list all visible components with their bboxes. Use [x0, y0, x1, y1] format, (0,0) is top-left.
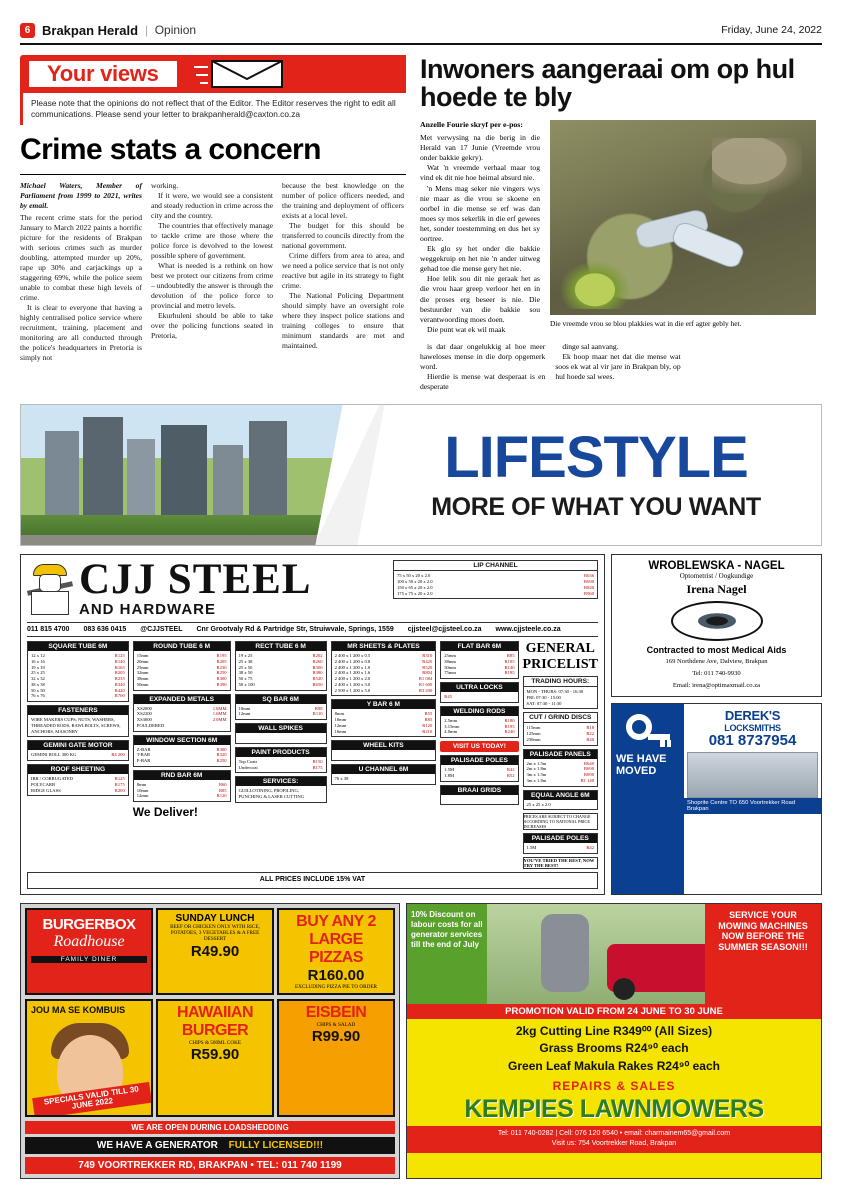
right-article-col-2 [420, 342, 545, 392]
cjj-steel-ad[interactable] [20, 554, 605, 894]
photo-caption: Die vreemde vrou se blou plakkies wat in die erf agter gebly het. [550, 318, 742, 328]
cjj-box-palisade-poles: PALISADE POLES 1.5M R42 [523, 833, 598, 854]
burgerbox-tag: FAMILY DINER [31, 956, 147, 963]
paragraph: The National Policing Department should simply have an oversight role where they inspect police stations and training colleges to ensure that minimum standards are met and maintained. [282, 291, 404, 351]
section-name: Opinion [154, 23, 197, 37]
right-column [420, 55, 816, 392]
locksmith-phone[interactable]: 081 8737954 [708, 732, 797, 750]
locksmith-left-panel [612, 704, 684, 894]
paper-badge-icon: 6 [20, 23, 35, 38]
lifestyle-ad-title: LIFESTYLE [444, 424, 748, 490]
photo-rock [712, 138, 802, 194]
locksmith-moved-label: WE HAVE MOVED [616, 753, 667, 777]
cjj-box-services: SERVICES: GUILLOTINING, PROFILING, PUNCHING & LASER CUTTING [235, 776, 327, 802]
envelope-icon [194, 55, 290, 94]
burgerbox-brand [25, 908, 153, 995]
paragraph: Die punt wat ek wil maak [427, 324, 506, 334]
cjj-website[interactable]: www.cjjsteele.co.za [495, 626, 561, 634]
cjj-address: Cnr Grootvaly Rd & Partridge Str, Struiwvale, Springs, 1559 [196, 626, 394, 634]
cjj-email[interactable]: cjjsteel@cjjsteel.co.za [407, 626, 482, 634]
ad-row-bottom [20, 903, 822, 1179]
cjj-price-note: PRICES ARE SUBJECT TO CHANGE ACCORDING TO NATIONAL PRICE INCREASES [523, 813, 598, 830]
burgerbox-deal-1 [156, 908, 274, 995]
deal-price: R59.90 [190, 1046, 240, 1064]
cjj-box-rect-tube: RECT TUBE 6 M 19 x 25 R202 25 x 38 R260 25 x 50 R300 38 x 50 R380 50 x 75 R520 50 x 100 R650 [235, 641, 327, 690]
kempies-visit: Visit us: 754 Voortrekker Road, Brakpan [551, 1140, 677, 1148]
paragraph: What is needed is a rethink on how best we protect our citizens from crime – undoubtedly the answer is through the devolution of the police force to provincial and metro levels. [151, 261, 273, 311]
left-article-col-2 [151, 181, 273, 363]
deal-price: R160.00 [307, 966, 365, 984]
wroblewska-name: Irena Nagel [686, 582, 747, 597]
cjj-box-window-section: WINDOW SECTION 6M Z-BAR R300 T-BAR R320 F-BAR R250 [133, 735, 231, 767]
cjj-box-steel-castings: U CHANNEL 6M 76 x 38 [331, 764, 437, 785]
kempies-item: Grass Brooms R24⁹⁰ each [539, 1041, 689, 1056]
kempies-photo [487, 904, 705, 1004]
right-article-col-1 [420, 120, 540, 335]
cjj-box-u-channel: PALISADE POLES 1.5M R42 1.8M R52 [440, 755, 518, 781]
locksmith-right-panel [684, 704, 821, 894]
paragraph: is dat daar ongelukkig al hoe meer haweloses mense in die dorp opgemerk word. [420, 341, 546, 372]
kempies-service-note: SERVICE YOUR MOWING MACHINES NOW BEFORE THE SUMMER SEASON!!! [705, 904, 821, 1004]
cjj-box-paint-products: PAINT PRODUCTS Top Coats R150 Undercoat R175 [235, 747, 327, 773]
kempies-footer [407, 1126, 821, 1153]
cjj-box-mr-sheets: MR SHEETS & PLATES 2 400 x 1 200 x 0.5 R310 2 400 x 1 200 x 0.8 R420 2 400 x 1 200 x 1.0 R520 2 400 x 1 200 x 1.6 R804 2 400 x 1 200 x 2.0 R1 084 2 400 x 1 200 x 3.0 R1 600 2 500 x 1 200 x 5.0 R3 200 [331, 641, 437, 696]
masthead-left [20, 22, 196, 38]
paragraph: dinge sal aanvang. [562, 341, 619, 351]
burgerbox-top [21, 904, 399, 999]
kempies-item: 2kg Cutting Line R349⁰⁰ (All Sizes) [515, 1023, 713, 1038]
cjj-col-4 [331, 641, 437, 869]
paragraph: It is clear to everyone that having a highly centralised police service where recruitment, training, placement and monitoring are all conducted through the police's headquarters in Pretoria is simply not [20, 303, 142, 363]
cjj-box-welding-rods: WELDING RODS 2.5mm R180 3.15mm R195 4.0mm R240 [440, 706, 518, 738]
cjj-social[interactable]: @CJJSTEEL [140, 626, 183, 634]
paragraph: because the best knowledge on the number of police officers needed, and the training and deployment of officers exists at a local level. [282, 180, 404, 221]
headline-rule [20, 174, 406, 175]
cjj-box-expanded-metals: FASTENERS WIRE MAKERS CUPS, NUTS, WASHERS, THREADED RODS, RAWLBOLTS, SCREWS, ANCHORS, MASONRY [27, 705, 129, 737]
paragraph: Hierdie is mense wat desperaat is en desperate [420, 372, 546, 392]
burgerbox-deal-3 [156, 999, 274, 1117]
licensed-label: FULLY LICENSED!!! [228, 1140, 324, 1152]
burgerbox-ad[interactable] [20, 903, 400, 1179]
cjj-box-roof-sheeting: ROOF SHEETING IBR / CORRUGATED R125 POLYCARB R175 RIDGE GLASS R200 [27, 764, 129, 796]
wroblewska-email[interactable]: Email: irena@optimaxmail.co.za [672, 682, 761, 690]
kempies-name: KEMPIES LAWNMOWERS [464, 1094, 764, 1123]
burgerbox-address: 749 VOORTREKKER RD, BRAKPAN • TEL: 011 740 1199 [25, 1157, 395, 1174]
cjj-deliver-text: We Deliver! [132, 804, 198, 819]
cjj-subtitle: AND HARDWARE [79, 601, 216, 619]
cjj-trading-hours: TRADING HOURS: MON - THURS: 07:30 - 16:30 FRI: 07:30 - 15:00 SAT: 07:30 - 11:30 [523, 676, 598, 709]
cjj-col-3 [235, 641, 327, 869]
paragraph: working. [151, 180, 179, 190]
your-views-banner [20, 55, 406, 125]
cjj-best-note: YOU'VE TRIED THE REST, NOW TRY THE BEST! [523, 857, 598, 869]
kempies-promo: PROMOTION VALID FROM 24 JUNE TO 30 JUNE [407, 1004, 821, 1019]
issue-date: Friday, June 24, 2022 [721, 24, 822, 36]
kempies-item: Green Leaf Makula Rakes R24⁹⁰ each [508, 1058, 720, 1073]
generator-label: WE HAVE A GENERATOR [96, 1140, 218, 1152]
cjj-header [27, 556, 598, 619]
paragraph: The recent crime stats for the period January to March 2022 paints a horrific picture for the residents of Brakpan with serious crimes such as murder doubling, attempted murder up 20%, rape up 30% and carjackings up a staggering 69%, while the police seem unable to combat these high levels of crime. [20, 213, 142, 303]
kempies-ad[interactable] [406, 903, 822, 1179]
left-article-body [20, 181, 406, 363]
deal-title: BUY ANY 2 LARGE PIZZAS [296, 912, 376, 966]
left-article-byline: Michael Waters, Member of Parliament from 1999 to 2021, writes by email. [20, 180, 142, 210]
right-headline: Inwoners aangeraai om op hul hoede te bly [420, 54, 795, 113]
right-article-byline: Anzelle Fourie skryf per e-pos: [420, 119, 523, 129]
left-article-col-1 [20, 181, 142, 363]
right-article-col-3 [555, 342, 680, 392]
article-photo-block [550, 120, 816, 335]
paragraph: Ek hoop maar net dat die mense wat soos ek wat al vir jare in Brakpan bly, op hul hoede sal wees. [555, 352, 681, 382]
your-views-note: Please note that the opinions do not reflect that of the Editor. The Editor reserves the right to edit all communications. Please send your letter to brakpanherald@caxton.co.za [20, 93, 406, 125]
paragraph: 'n Mens mag seker nie vingers wys nie maar as die vrou se skoene en oorbel in die mense se erf was dan moes sy mos sekerlik in die erf gewees het, sonder toestemming en dus het sy oortree. [420, 183, 540, 243]
deal-title: HAWAIIAN BURGER [177, 1004, 253, 1040]
burgerbox-script: Roadhouse [53, 932, 125, 950]
cjj-box-wheel-kits: WHEEL KITS [331, 740, 437, 761]
deal-detail: CHIPS & 500ML COKE [188, 1040, 242, 1047]
deal-title: SUNDAY LUNCH [175, 912, 255, 924]
cjj-box-gemini-gate-motor: GEMINI GATE MOTOR GEMINI ROLL 300 KG R4 200 [27, 740, 129, 761]
left-article-col-3 [282, 181, 404, 363]
cjj-box-y-bar: Y BAR 6 M 8mm R55 10mm R85 12mm R120 16mm R210 [331, 699, 437, 737]
paragraph: Ekurhuleni should be able to take over the policing functions seated in Pretoria, [151, 311, 273, 341]
wroblewska-cta: Contracted to most Medical Aids [646, 645, 787, 656]
eye-icon [671, 601, 763, 641]
box-body: 75 x 50 x 20 x 2.0 R636 100 x 50 x 20 x 2.0 R690 150 x 65 x 20 x 2.0 R840 175 x 75 x 20 x 2.0 R960 [397, 573, 594, 596]
locksmith-footer: Shoprite Centre TO 650 Voortrekker Road Brakpan [684, 798, 821, 814]
cjj-box-ultra-locks: ULTRA LOCKS R45 [440, 682, 518, 703]
cjj-logo-wrap [27, 556, 393, 619]
lifestyle-ad[interactable] [20, 404, 822, 546]
lifestyle-ad-subtitle: MORE OF WHAT YOU WANT [431, 492, 761, 521]
cjj-all-prices-note: ALL PRICES INCLUDE 15% VAT [27, 872, 598, 889]
wroblewska-tel[interactable]: Tel: 011 740-9930 [692, 670, 741, 678]
cjj-price-grid [27, 641, 598, 869]
your-views-plate [28, 60, 178, 88]
cjj-col-5 [440, 641, 518, 869]
kempies-items [407, 1019, 821, 1079]
kempies-discount: 10% Discount on labour costs for all generator services till the end of July [407, 904, 487, 1004]
right-article-bottom [420, 342, 816, 392]
right-article-top [420, 120, 816, 335]
photo-plant [560, 261, 630, 309]
paragraph: Crime differs from area to area, and we need a police service that is not only reactive but agile in its strategy to fight crime. [282, 251, 404, 291]
paragraph: If it were, we would see a consistent and steady reduction in crime across the city and the country. [151, 190, 273, 221]
lifestyle-ad-photo [21, 405, 351, 545]
your-views-red-band [20, 55, 406, 93]
cjj-visit-button[interactable]: VISIT US TODAY! [440, 741, 518, 752]
top-content [20, 55, 822, 392]
cjj-box-fasteners: EQUAL ANGLE 6M 25 x 25 x 2.0 [523, 790, 598, 811]
paragraph: Wat 'n vreemde verhaal maar tog vind ek dit nie hoe heimal absurd nie. [420, 163, 540, 183]
cjj-col-2 [133, 641, 231, 869]
right-article-col-4 [691, 342, 816, 392]
cjj-box-cut-grind-discs: CUT / GRIND DISCS 115mm R18 125mm R22 230mm R40 [523, 712, 598, 745]
wroblewska-ad[interactable] [611, 554, 822, 697]
cjj-name: CJJ STEEL [79, 556, 312, 604]
burgerbox-slogan: JOU MA SE KOMBUIS [31, 1005, 126, 1016]
paragraph: Met verwysing na die berig in die Herald van 17 Junie (Vreemde vrou onder bakkie gekry). [420, 133, 540, 163]
left-column [20, 55, 406, 392]
paragraph: The countries that effectively manage to tackle crime are those where the police force is devolved to the lowest possible sphere of government. [151, 221, 273, 261]
worker-icon [27, 562, 73, 616]
locksmith-subtitle: LOCKSMITHS [724, 723, 781, 734]
burgerbox-kid-photo [25, 999, 153, 1117]
wroblewska-subtitle: Optometrist / Oogkundige [679, 572, 754, 581]
masthead-separator: | [145, 22, 148, 37]
paper-title: Brakpan Herald [42, 22, 139, 38]
kempies-top [407, 904, 821, 1004]
burgerbox-deal-4 [277, 999, 395, 1117]
deal-detail: BEEF OR CHICKEN ONLY WITH RICE, POTATOES, 3 VEGETABLES & A FREE DESSERT [170, 923, 260, 943]
box-title: LIP CHANNEL [394, 561, 597, 571]
masthead [20, 22, 822, 45]
cjj-box-braai-grids: BRAAI GRIDS [440, 785, 518, 806]
cjj-col-1 [27, 641, 129, 869]
deal-title: EISBEIN [305, 1004, 367, 1022]
cjj-box-equal-angle: EXPANDED METALS XS2000 1.6MM XS2200 1.6MM XS3000 2.0MM POULDERED [133, 694, 231, 732]
burgerbox-generator-note [25, 1137, 395, 1154]
cjj-pricelist-title: GENERAL PRICELIST [522, 641, 598, 673]
cjj-box-round-tube: ROUND TUBE 6 M 15mm R195 20mm R205 25mm R230 32mm R250 38mm R300 50mm R390 [133, 641, 231, 690]
cjj-phone-1[interactable]: 011 815 4700 [27, 626, 70, 634]
deal-price: R49.90 [190, 942, 240, 960]
locksmith-name: DEREK'S [724, 708, 781, 724]
locksmith-ad[interactable] [611, 703, 822, 895]
burgerbox-mid [21, 999, 399, 1117]
locksmith-photo [687, 752, 818, 798]
wroblewska-address: 169 Northdene Ave, Dalview, Brakpan [665, 658, 768, 666]
burgerbox-deal-2 [277, 908, 395, 995]
burgerbox-loadshedding-note: WE ARE OPEN DURING LOADSHEDDING [25, 1121, 395, 1134]
right-small-ads [611, 554, 822, 894]
ad-row-middle [20, 554, 822, 894]
article-photo [550, 120, 816, 315]
burgerbox-specials-badge: SPECIALS VALID TILL 30 JUNE 2022 [32, 1082, 152, 1117]
cjj-box-sq-bar: SQ BAR 6M 10mm R88 12mm R110 [235, 694, 327, 720]
cjj-phone-2[interactable]: 083 636 0415 [83, 626, 127, 634]
cjj-box-palisade-panels: PALISADE PANELS 2m x 1.5m R640 2m x 1.8m R690 3m x 1.5m R890 3m x 1.8m R1 140 [523, 749, 598, 787]
cjj-box-lip-channel [393, 560, 598, 599]
paragraph: The budget for this should be transferred to councils directly from the national government. [282, 221, 404, 251]
kempies-repairs: REPAIRS & SALES [552, 1078, 676, 1093]
your-views-title: Your views [47, 61, 159, 86]
key-icon [626, 714, 670, 754]
deal-price: R99.90 [311, 1028, 361, 1046]
paragraph: Ek glo sy het onder die bakkie weggekruip en het nie 'n ander uitweg gehad toe die mense gery het nie. [420, 244, 540, 274]
cjj-box-square-tube: SQUARE TUBE 6M 12 x 12 R125 16 x 16 R140 19 x 19 R165 25 x 25 R205 32 x 32 R235 38 x 38 R340 50 x 50 R420 76 x 76 R700 [27, 641, 129, 702]
cjj-box-rnd-bar: RND BAR 6M 8mm R60 10mm R85 12mm R120 [133, 770, 231, 802]
cjj-contacts [27, 622, 598, 637]
wroblewska-title: WROBLEWSKA - NAGEL [648, 560, 785, 573]
left-headline: Crime stats a concern [20, 133, 321, 167]
burgerbox-name: BURGERBOX [42, 915, 136, 933]
cjj-box-wall-spikes: WALL SPIKES [235, 723, 327, 744]
cjj-col-6 [523, 641, 598, 869]
kempies-contact[interactable]: Tel: 011 740-0282 | Cell: 076 120 6540 • email: charmainem65@gmail.com [497, 1129, 731, 1137]
cjj-box-flat-bar: FLAT BAR 6M 25mm R85 38mm R105 50mm R140 75mm R195 [440, 641, 518, 679]
deal-detail: EXCLUDING PIZZA PIE TO ORDER [295, 983, 377, 990]
deal-detail: CHIPS & SALAD [316, 1022, 356, 1029]
lifestyle-ad-text [371, 405, 821, 545]
paragraph: Hoe lelik sou dit nie geraak het as die vrou haar greep verloor het en in die proses erg beseer is nie. Die bestuurder van die bakkie sou verantwoording moes doen. [420, 274, 540, 324]
